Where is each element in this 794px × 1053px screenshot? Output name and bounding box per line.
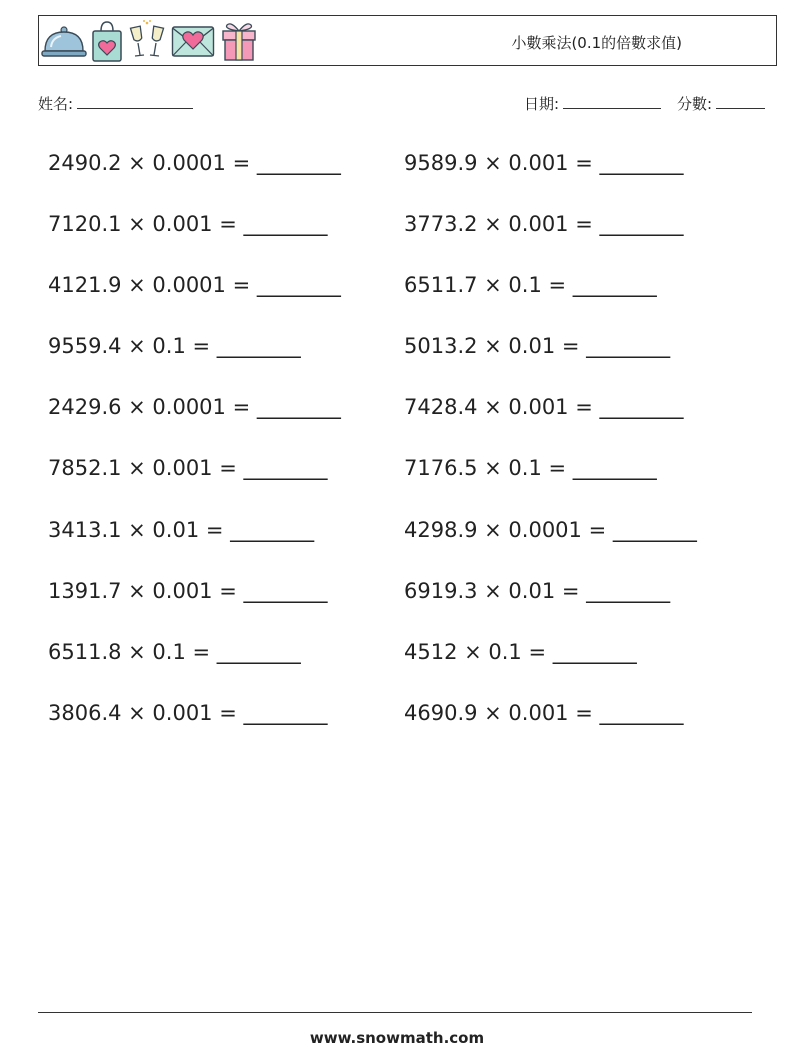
problem-row <box>48 202 748 263</box>
date-blank[interactable] <box>563 94 661 109</box>
date-field <box>524 93 661 114</box>
worksheet-header <box>38 15 777 66</box>
name-field <box>38 93 193 114</box>
problem-item: 4690.9 × 0.001 = ________ <box>404 700 684 725</box>
problem-item: 7852.1 × 0.001 = ________ <box>48 456 328 481</box>
problem-item: 3806.4 × 0.001 = ________ <box>48 700 328 725</box>
problem-item: 3413.1 × 0.01 = ________ <box>48 517 315 542</box>
problem-item: 9589.9 × 0.001 = ________ <box>404 151 684 175</box>
score-label: 分數: <box>677 95 713 113</box>
name-label: 姓名: <box>38 95 74 113</box>
problem-row <box>48 691 748 752</box>
shopping-bag-heart-icon <box>91 19 123 63</box>
problem-item: 4121.9 × 0.0001 = ________ <box>48 273 341 298</box>
problem-item: 4298.9 × 0.0001 = ________ <box>404 517 697 542</box>
problem-item: 2490.2 × 0.0001 = ________ <box>48 151 341 175</box>
problem-item: 6511.8 × 0.1 = ________ <box>48 639 301 664</box>
problem-item: 7120.1 × 0.001 = ________ <box>48 212 328 237</box>
footer-url[interactable]: www.snowmath.com <box>309 1029 485 1047</box>
problem-row <box>48 630 748 691</box>
problem-item: 7176.5 × 0.1 = ________ <box>404 456 657 481</box>
date-label: 日期: <box>524 95 560 113</box>
problem-row <box>48 263 748 324</box>
problem-row <box>48 141 748 202</box>
score-blank[interactable] <box>716 94 765 109</box>
worksheet-title: 小數乘法(0.1的倍數求值) <box>511 34 682 52</box>
problem-row <box>48 385 748 446</box>
problem-item: 4512 × 0.1 = ________ <box>404 639 637 664</box>
problem-row <box>48 446 748 507</box>
problem-item: 6919.3 × 0.01 = ________ <box>404 578 671 603</box>
score-field <box>677 93 765 114</box>
problem-item: 7428.4 × 0.001 = ________ <box>404 395 684 420</box>
food-cloche-icon <box>41 23 87 59</box>
footer-divider <box>38 1012 752 1013</box>
problem-item: 9559.4 × 0.1 = ________ <box>48 334 301 359</box>
problem-row <box>48 324 748 385</box>
problem-item: 1391.7 × 0.001 = ________ <box>48 578 328 603</box>
problem-item: 5013.2 × 0.01 = ________ <box>404 334 671 359</box>
gift-box-icon <box>219 19 259 63</box>
name-blank[interactable] <box>77 94 193 109</box>
problem-row <box>48 508 748 569</box>
champagne-glasses-icon <box>127 19 167 63</box>
love-letter-icon <box>171 23 215 59</box>
problem-item: 6511.7 × 0.1 = ________ <box>404 273 657 298</box>
problem-item: 2429.6 × 0.0001 = ________ <box>48 395 341 420</box>
problem-row <box>48 569 748 630</box>
problem-item: 3773.2 × 0.001 = ________ <box>404 212 684 237</box>
header-icons <box>41 19 259 63</box>
problem-list <box>48 141 748 752</box>
